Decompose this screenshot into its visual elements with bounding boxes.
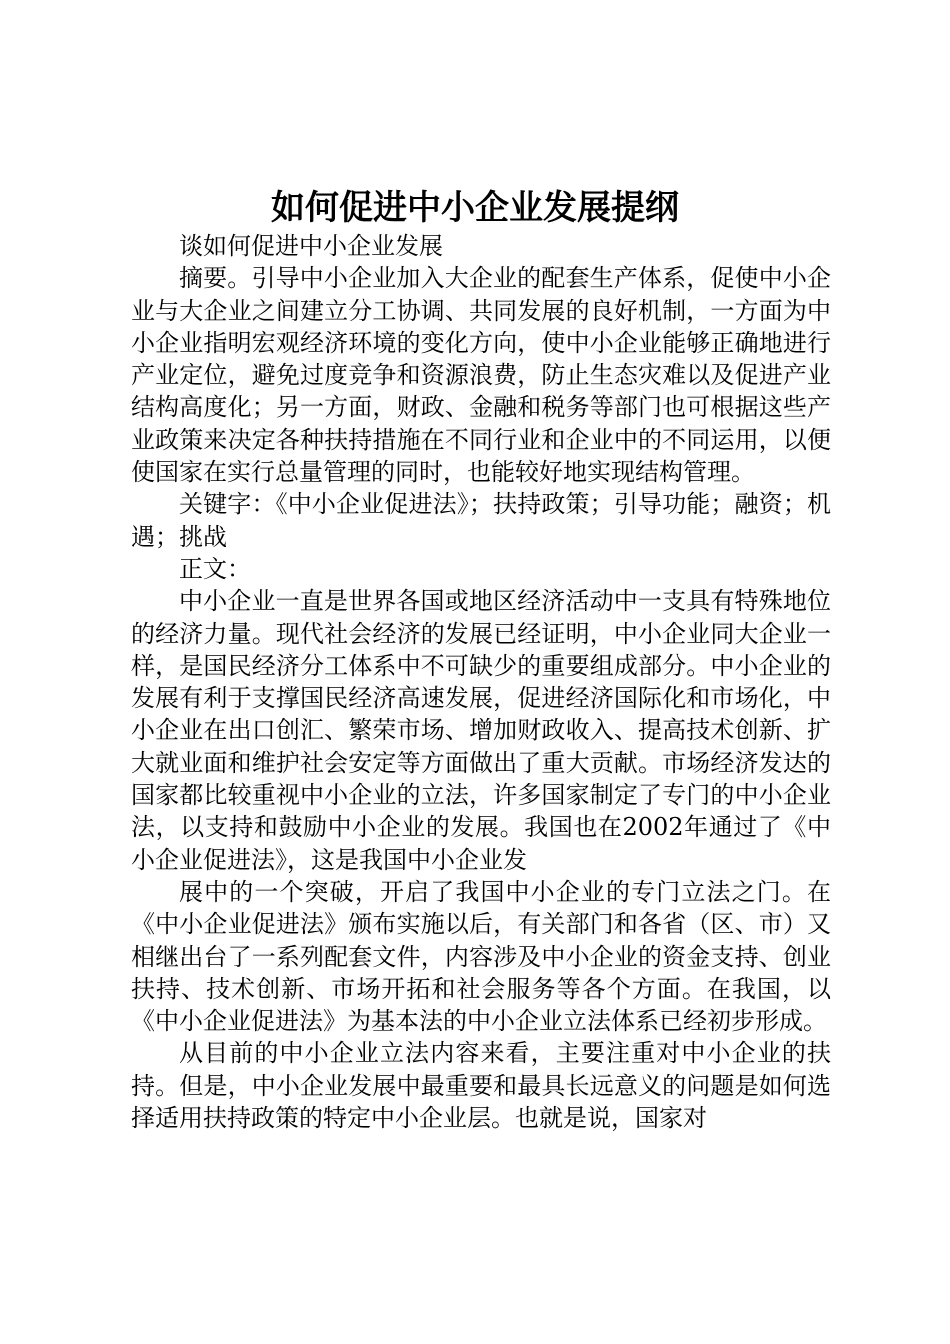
keywords-paragraph: 关键字：《中小企业促进法》；扶持政策；引导功能；融资；机遇；挑战 [131,490,831,551]
body-paragraph: 从目前的中小企业立法内容来看，主要注重对中小企业的扶持。但是，中小企业发展中最重要和最具长远意义的问题是如何选择适用扶持政策的特定中小企业层。也就是说，国家对 [131,1039,831,1133]
abstract-paragraph: 摘要。引导中小企业加入大企业的配套生产体系，促使中小企业与大企业之间建立分工协调、共同发展的良好机制，一方面为中小企业指明宏观经济环境的变化方向，使中小企业能够正确地进行产业定位，避免过度竞争和资源浪费，防止生态灾难以及促进产业结构高度化；另一方面，财政、金融和税务等部门也可根据这些产业政策来决定各种扶持措施在不同行业和企业中的不同运用，以便使国家在实行总量管理的同时，也能较好地实现结构管理。 [131,264,831,487]
body-paragraph: 展中的一个突破，开启了我国中小企业的专门立法之门。在《中小企业促进法》颁布实施以后，有关部门和各省（区、市）又相继出台了一系列配套文件，内容涉及中小企业的资金支持、创业扶持、技术创新、市场开拓和社会服务等各个方面。在我国，以《中小企业促进法》为基本法的中小企业立法体系已经初步形成。 [131,877,831,1036]
subtitle-paragraph: 谈如何促进中小企业发展 [179,232,443,260]
document-body [131,230,831,1134]
document-title: 如何促进中小企业发展提纲 [271,188,679,228]
body-heading: 正文： [179,554,251,583]
body-paragraph: 中小企业一直是世界各国或地区经济活动中一支具有特殊地位的经济力量。现代社会经济的发展已经证明，中小企业同大企业一样，是国民经济分工体系中不可缺少的重要组成部分。中小企业的发展有利于支撑国民经济高速发展，促进经济国际化和市场化，中小企业在出口创汇、繁荣市场、增加财政收入、提高技术创新、扩大就业面和维护社会安定等方面做出了重大贡献。市场经济发达的国家都比较重视中小企业的立法，许多国家制定了专门的中小企业法，以支持和鼓励中小企业的发展。我国也在2002年通过了《中小企业促进法》，这是我国中小企业发 [131,587,831,874]
